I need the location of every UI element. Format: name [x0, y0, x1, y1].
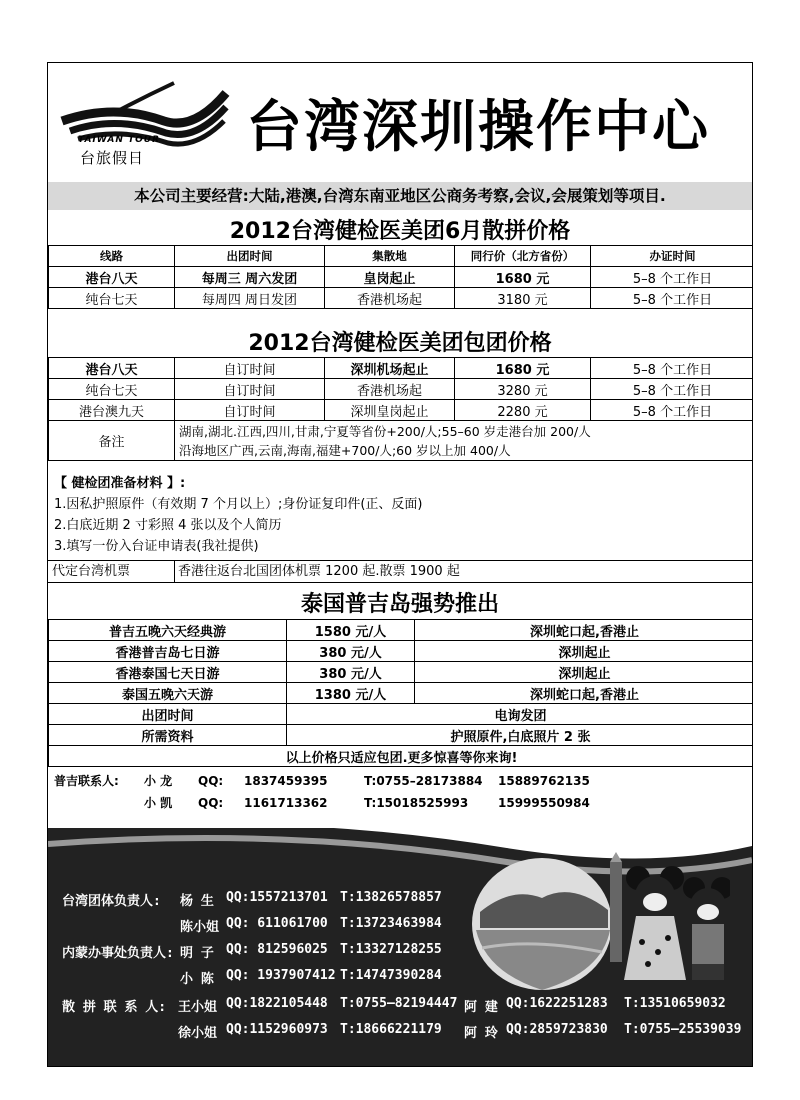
- schedule-cell: 自订时间: [175, 379, 325, 400]
- departure-cell: 深圳起止: [415, 662, 754, 683]
- price-cell: 3180 元: [455, 288, 591, 309]
- price-cell: 1680 元: [455, 358, 591, 379]
- schedule-cell: 每周四 周日发团: [175, 288, 325, 309]
- sanpin-price-table: [48, 245, 753, 309]
- header-cell: 办证时间: [591, 246, 754, 267]
- route-cell: 纯台七天: [49, 379, 175, 400]
- logo-chinese-text: 台旅假日: [80, 149, 145, 167]
- visa-time-cell: 5–8 个工作日: [591, 288, 754, 309]
- price-cell: 1580 元/人: [287, 620, 415, 641]
- contact-tel: T:0755–25539039: [624, 1022, 742, 1037]
- section-title-sanpin: 2012台湾健检医美团6月散拼价格: [229, 219, 571, 244]
- contact-name: 小 陈: [180, 972, 214, 987]
- phuket-price-table: [48, 619, 753, 767]
- contacts-label: 普吉联系人:: [54, 774, 119, 788]
- meeting-point-cell: 皇岗起止: [325, 267, 455, 288]
- page-title: 台湾深圳操作中心: [246, 94, 710, 160]
- table-row: [49, 379, 754, 400]
- contact-name: 阿 建: [464, 1000, 498, 1015]
- ticket-row: [48, 561, 752, 583]
- tour-name-cell: 香港泰国七天日游: [49, 662, 287, 683]
- remark-content: [175, 421, 754, 461]
- schedule-cell: 自订时间: [175, 400, 325, 421]
- section-title-phuket: 泰国普吉岛强势推出: [300, 592, 499, 617]
- header-cell: 线路: [49, 246, 175, 267]
- contact-name: 小 龙: [144, 774, 173, 788]
- contact-name: 阿 玲: [464, 1026, 498, 1041]
- info-row: [49, 725, 754, 746]
- tour-name-cell: 普吉五晚六天经典游: [49, 620, 287, 641]
- route-cell: 港台八天: [49, 358, 175, 379]
- meeting-point-cell: 深圳皇岗起止: [325, 400, 455, 421]
- remark-label: 备注: [49, 421, 175, 461]
- contact-name: 徐小姐: [178, 1026, 218, 1041]
- visa-time-cell: 5–8 个工作日: [591, 267, 754, 288]
- departure-cell: 深圳起止: [415, 641, 754, 662]
- sanpin-contacts-label: 散 拼 联 系 人:: [62, 1000, 167, 1015]
- materials-title: 【 健检团准备材料 】:: [54, 476, 186, 491]
- contact-tel: T:13723463984: [340, 916, 442, 931]
- info-value: 护照原件,白底照片 2 张: [287, 725, 754, 746]
- info-value: 电询发团: [287, 704, 754, 725]
- price-cell: 380 元/人: [287, 662, 415, 683]
- contact-tel: T:18666221179: [340, 1022, 442, 1037]
- ticket-value: 香港往返台北国团体机票 1200 起.散票 1900 起: [178, 564, 460, 579]
- price-cell: 2280 元: [455, 400, 591, 421]
- info-label: 出团时间: [49, 704, 287, 725]
- header: [48, 63, 752, 183]
- tour-name-cell: 香港普吉岛七日游: [49, 641, 287, 662]
- ticket-label: 代定台湾机票: [52, 564, 131, 579]
- contact-qq: QQ: 812596025: [226, 942, 328, 957]
- contact-qq: 1837459395: [244, 774, 328, 788]
- route-cell: 港台澳九天: [49, 400, 175, 421]
- remark-line: 沿海地区广西,云南,海南,福建+700/人;60 岁以上加 400/人: [179, 442, 511, 458]
- contact-tel: T:13327128255: [340, 942, 442, 957]
- contact-tel: T:0755–82194447: [340, 996, 458, 1011]
- qq-label: QQ:: [198, 774, 224, 788]
- remark-row: [49, 421, 754, 461]
- departure-cell: 深圳蛇口起,香港止: [415, 620, 754, 641]
- materials-block: [48, 473, 752, 561]
- contact-qq: QQ:1622251283: [506, 996, 608, 1011]
- materials-item: 3.填写一份入台证申请表(我社提供): [54, 539, 259, 554]
- price-cell: 1680 元: [455, 267, 591, 288]
- meeting-point-cell: 深圳机场起止: [325, 358, 455, 379]
- price-cell: 1380 元/人: [287, 683, 415, 704]
- contact-tel: T:13510659032: [624, 996, 726, 1011]
- contact-mobile: 15889762135: [498, 774, 590, 788]
- contact-name: 陈小姐: [180, 920, 220, 935]
- contact-tel: T:14747390284: [340, 968, 442, 983]
- table-row: [49, 641, 754, 662]
- contact-qq: QQ: 611061700: [226, 916, 328, 931]
- route-cell: 纯台七天: [49, 288, 175, 309]
- meeting-point-cell: 香港机场起: [325, 288, 455, 309]
- baotuan-price-table: [48, 357, 753, 461]
- divider: [174, 561, 175, 583]
- header-cell: 集散地: [325, 246, 455, 267]
- table-row: [49, 267, 754, 288]
- contact-tel: T:0755–28173884: [364, 774, 483, 788]
- table-row: [49, 662, 754, 683]
- contact-name: 杨 生: [180, 894, 214, 909]
- tour-name-cell: 泰国五晚六天游: [49, 683, 287, 704]
- flyer: [47, 62, 753, 1067]
- contact-name: 明 子: [180, 946, 214, 961]
- tw-group-label: 台湾团体负责人:: [62, 894, 161, 909]
- meeting-point-cell: 香港机场起: [325, 379, 455, 400]
- visa-time-cell: 5–8 个工作日: [591, 400, 754, 421]
- table-row: [49, 358, 754, 379]
- header-cell: 出团时间: [175, 246, 325, 267]
- info-row: [49, 704, 754, 725]
- contact-qq: QQ: 1937907412: [226, 968, 336, 983]
- nm-office-label: 内蒙办事处负责人:: [62, 946, 174, 961]
- note-cell: 以上价格只适应包团.更多惊喜等你来询!: [49, 746, 754, 767]
- price-cell: 380 元/人: [287, 641, 415, 662]
- schedule-cell: 自订时间: [175, 358, 325, 379]
- visa-time-cell: 5–8 个工作日: [591, 358, 754, 379]
- logo-english-text: TAIWAN TOUR: [78, 135, 161, 145]
- price-cell: 3280 元: [455, 379, 591, 400]
- visa-time-cell: 5–8 个工作日: [591, 379, 754, 400]
- table-row: [49, 620, 754, 641]
- materials-item: 2.白底近期 2 寸彩照 4 张以及个人简历: [54, 518, 282, 533]
- route-cell: 港台八天: [49, 267, 175, 288]
- contact-name: 小 凯: [144, 796, 173, 810]
- table-row: [49, 400, 754, 421]
- contact-tel: T:15018525993: [364, 796, 469, 810]
- contact-qq: QQ:1557213701: [226, 890, 328, 905]
- table-header-row: [49, 246, 754, 267]
- contact-tel: T:13826578857: [340, 890, 442, 905]
- qq-label: QQ:: [198, 796, 224, 810]
- remark-line: 湖南,湖北.江西,四川,甘肃,宁夏等省份+200/人;55–60 岁走港台加 200/人: [179, 423, 591, 439]
- phuket-contacts: [48, 771, 752, 815]
- materials-item: 1.因私护照原件（有效期 7 个月以上）;身份证复印件(正、反面): [54, 497, 423, 512]
- contact-qq: 1161713362: [244, 796, 328, 810]
- scenery-cartoon-photo: [472, 852, 730, 992]
- schedule-cell: 每周三 周六发团: [175, 267, 325, 288]
- section-title-baotuan: 2012台湾健检医美团包团价格: [248, 331, 552, 356]
- business-scope-banner: 本公司主要经营:大陆,港澳,台湾东南亚地区公商务考察,会议,会展策划等项目.: [48, 182, 752, 210]
- contact-qq: QQ:1822105448: [226, 996, 328, 1011]
- departure-cell: 深圳蛇口起,香港止: [415, 683, 754, 704]
- info-label: 所需资料: [49, 725, 287, 746]
- table-row: [49, 683, 754, 704]
- contact-name: 王小姐: [178, 1000, 218, 1015]
- table-row: [49, 288, 754, 309]
- header-cell: 同行价（北方省份）: [455, 246, 591, 267]
- contact-qq: QQ:1152960973: [226, 1022, 328, 1037]
- note-row: [49, 746, 754, 767]
- contact-mobile: 15999550984: [498, 796, 590, 810]
- contact-qq: QQ:2859723830: [506, 1022, 608, 1037]
